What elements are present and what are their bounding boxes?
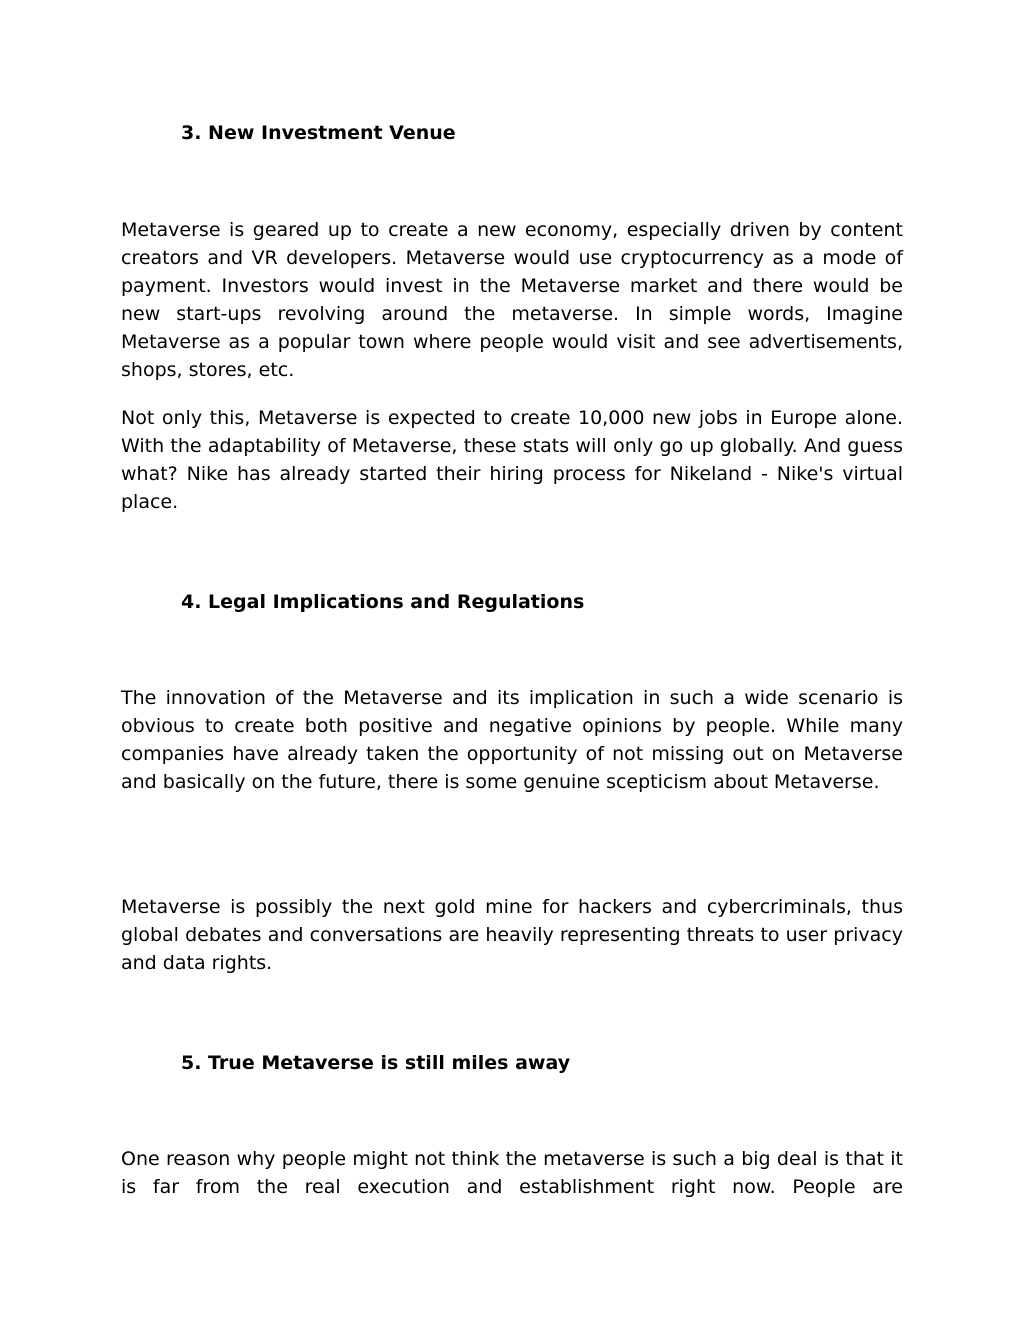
paragraph-far-from-execution: One reason why people might not think the metaverse is such a big deal is that it is far from the real execution and establishment right now. People are (121, 1148, 903, 1198)
paragraph-new-jobs: Not only this, Metaverse is expected to create 10,000 new jobs in Europe alone. With the adaptability of Metaverse, these stats will only go up globally. And guess what? Nike has already started their hiring process for Nikeland - Nike's virtual place. (121, 407, 903, 513)
section-heading-investment-venue: 3. New Investment Venue (181, 122, 456, 144)
paragraph-new-economy: Metaverse is geared up to create a new economy, especially driven by content creators and VR developers. Metaverse would use cryptocurrency as a mode of payment. Investors would invest in the Metaverse market and there would be new start-ups revolving around the metaverse. In simple words, Imagine Metaverse as a popular town where people would visit and see advertisements, shops, stores, etc. (121, 219, 903, 381)
paragraph-innovation-opinions: The innovation of the Metaverse and its implication in such a wide scenario is obvious to create both positive and negative opinions by people. While many companies have already taken the opportunity of not missing out on Metaverse and basically on the future, there is some genuine scepticism about Metaverse. (121, 687, 903, 793)
paragraph-hackers-privacy: Metaverse is possibly the next gold mine for hackers and cybercriminals, thus global debates and conversations are heavily representing threats to user privacy and data rights. (121, 896, 903, 974)
section-heading-true-metaverse: 5. True Metaverse is still miles away (181, 1052, 571, 1074)
section-heading-legal-implications: 4. Legal Implications and Regulations (181, 591, 585, 613)
